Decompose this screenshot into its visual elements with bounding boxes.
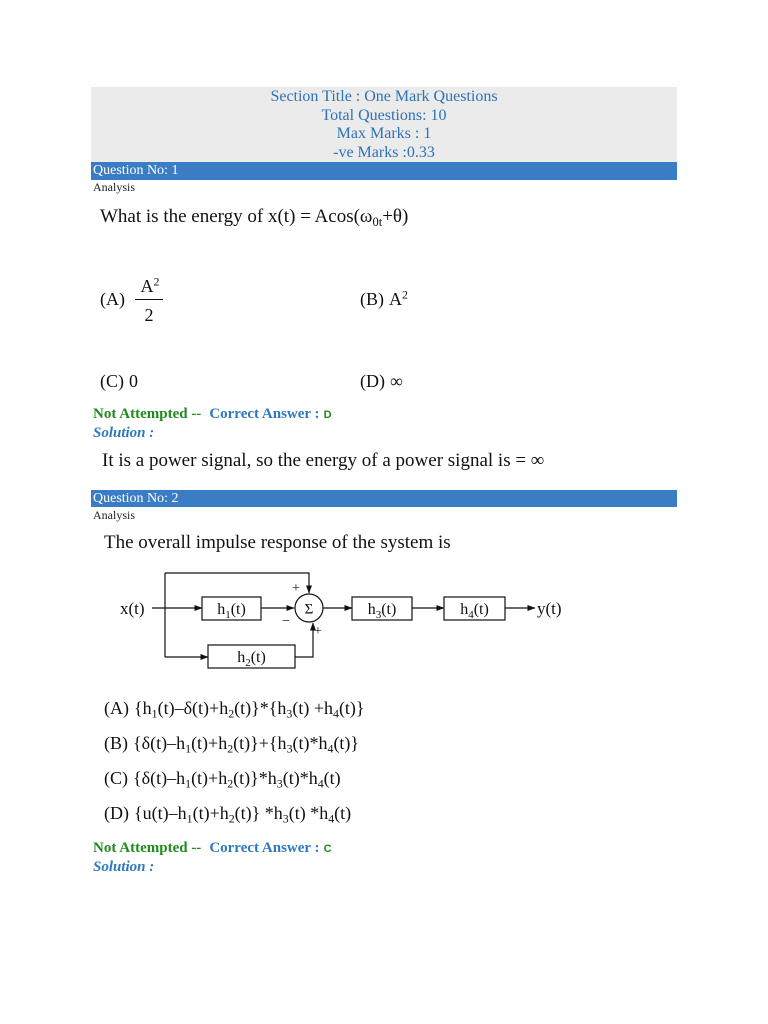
- formula-text: (t)}: [333, 733, 360, 753]
- option-label: (D): [360, 371, 385, 391]
- option-value: [129, 371, 138, 391]
- option-value: [389, 289, 408, 309]
- formula-text: {u(t)–h: [134, 803, 187, 823]
- formula-text: (t)}+{h: [233, 733, 287, 753]
- option-value: [133, 768, 341, 791]
- output-label: y(t): [537, 599, 562, 618]
- formula-text: (t)–δ(t)+h: [157, 698, 229, 718]
- question-1-header-bar: [91, 162, 677, 180]
- attempt-status: Not Attempted --: [93, 406, 202, 422]
- question-2-option-a: [104, 698, 365, 721]
- block-h2-label: $h_2(t)$: [237, 649, 266, 669]
- question-1-option-a: [100, 289, 125, 309]
- formula-text: (t)+h: [191, 768, 228, 788]
- formula-text: What is the energy of x(t) = Acos(ω: [100, 206, 373, 227]
- question-1-solution-label: Solution :: [93, 425, 155, 441]
- max-marks: Max Marks : 1: [336, 125, 432, 143]
- subscript: 4: [328, 811, 335, 826]
- subscript: 0t: [372, 214, 383, 229]
- input-label: x(t): [120, 599, 145, 618]
- formula-text: (t): [334, 803, 352, 823]
- formula-text: (t)+h: [192, 803, 229, 823]
- formula-text: +θ): [382, 206, 409, 227]
- option-value: [133, 733, 360, 756]
- block-h1-label: $h_1(t)$: [217, 601, 246, 621]
- subscript: 1: [185, 741, 192, 756]
- question-2-number: Question No: 2: [93, 491, 179, 506]
- subscript: 1: [185, 776, 192, 791]
- sign-top: +: [292, 581, 300, 596]
- fraction-bar: [135, 299, 163, 300]
- correct-answer-label: Correct Answer :: [209, 840, 320, 856]
- subscript: 1: [151, 706, 158, 721]
- subscript: 3: [276, 776, 283, 791]
- option-label: (B): [104, 733, 128, 753]
- block-h4-label: $h_4(t)$: [460, 601, 489, 621]
- question-2-option-d: [104, 803, 352, 826]
- subscript: 2: [228, 706, 235, 721]
- subscript: 3: [286, 741, 293, 756]
- option-value: [134, 803, 352, 826]
- option-label: (B): [360, 289, 384, 309]
- option-value: [390, 371, 403, 391]
- option-label: (C): [100, 371, 124, 391]
- total-questions: Total Questions: 10: [321, 106, 447, 124]
- superscript: 2: [402, 287, 408, 302]
- sign-left: −: [282, 614, 290, 629]
- question-2-prompt: The overall impulse response of the system is: [104, 532, 451, 553]
- question-1-option-d: [360, 371, 403, 391]
- formula-text: A: [140, 276, 154, 296]
- question-1-number: Question No: 1: [93, 163, 179, 178]
- formula-text: (t)*h: [282, 768, 318, 788]
- question-1-option-c: [100, 371, 138, 391]
- question-2-header-bar: [91, 490, 677, 507]
- attempt-status: Not Attempted --: [93, 840, 202, 856]
- subscript: 4: [327, 741, 334, 756]
- option-label: (D): [104, 803, 129, 823]
- option-value: [134, 698, 365, 721]
- subscript: 2: [227, 776, 234, 791]
- formula-text: {δ(t)–h: [133, 768, 186, 788]
- formula-text: {h: [134, 698, 152, 718]
- question-1-status-line: [93, 406, 332, 423]
- sign-bottom: +: [314, 624, 322, 639]
- question-1-option-b: [360, 289, 408, 309]
- formula-text: ∞: [390, 371, 403, 391]
- question-2-topic: Analysis: [93, 508, 135, 522]
- question-2-solution-label: Solution :: [93, 859, 155, 875]
- formula-text: (t): [323, 768, 341, 788]
- formula-text: (t)}*{h: [234, 698, 287, 718]
- correct-answer-value: C: [323, 843, 332, 855]
- question-2-option-c: [104, 768, 341, 791]
- question-2-status-line: [93, 840, 332, 857]
- section-title: Section Title : One Mark Questions: [270, 88, 498, 105]
- option-label: (C): [104, 768, 128, 788]
- feedthrough-path: [165, 573, 309, 593]
- formula-text: A: [389, 289, 402, 309]
- option-label: (A): [104, 698, 129, 718]
- block-h3-label: $h_3(t)$: [367, 601, 397, 621]
- subscript: 2: [228, 811, 235, 826]
- formula-text: (t) +h: [292, 698, 333, 718]
- formula-text: (t)}: [338, 698, 365, 718]
- formula-text: (t)}*h: [233, 768, 277, 788]
- h2-to-summer-path: [295, 623, 313, 657]
- question-2-option-b: [104, 733, 360, 756]
- formula-text: (t)} *h: [234, 803, 283, 823]
- formula-text: 0: [129, 371, 138, 391]
- subscript: 4: [333, 706, 339, 721]
- question-1-option-a-fraction: [135, 276, 163, 325]
- formula-text: (t)+h: [191, 733, 228, 753]
- question-1-prompt: [100, 207, 408, 227]
- option-label: (A): [100, 289, 125, 309]
- correct-answer-value: D: [323, 409, 332, 421]
- summer-symbol: Σ: [304, 601, 314, 618]
- superscript: 2: [153, 274, 160, 289]
- question-1-topic: Analysis: [93, 180, 135, 194]
- correct-answer-label: Correct Answer :: [209, 406, 320, 422]
- subscript: 3: [282, 811, 289, 826]
- subscript: 3: [286, 706, 293, 721]
- subscript: 4: [317, 776, 324, 791]
- formula-text: (t)*h: [292, 733, 328, 753]
- fraction-denominator: 2: [144, 305, 154, 325]
- formula-text: (t) *h: [288, 803, 329, 823]
- question-1-solution-text: It is a power signal, so the energy of a power signal is = ∞: [102, 450, 545, 471]
- negative-marks: -ve Marks :0.33: [333, 143, 435, 161]
- block-diagram: [110, 560, 580, 680]
- formula-text: {δ(t)–h: [133, 733, 186, 753]
- fraction-numerator: [135, 276, 163, 296]
- subscript: 2: [227, 741, 234, 756]
- subscript: 1: [186, 811, 193, 826]
- section-header: [91, 87, 677, 162]
